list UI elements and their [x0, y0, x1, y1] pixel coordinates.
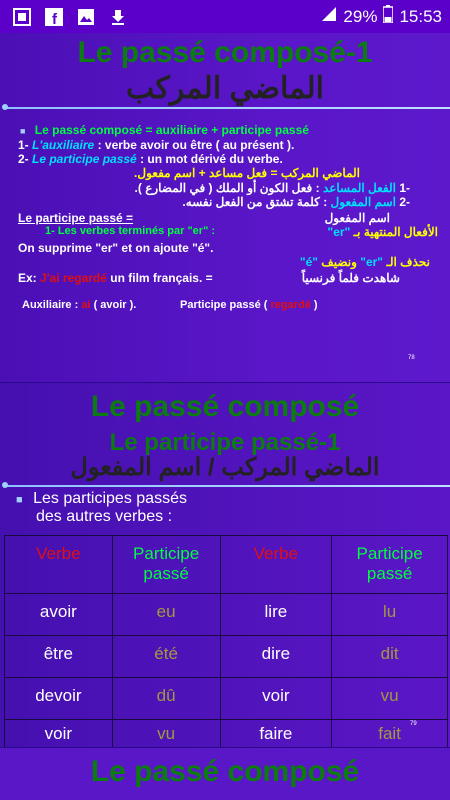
line-participe: 2- Le participe passé : un mot dérivé du verbe.	[18, 152, 283, 166]
header-participe-2: Participe passé	[332, 536, 448, 594]
pp-arabic: اسم المفعول	[324, 211, 390, 225]
participle-cell: dû	[112, 678, 220, 720]
battery-percent: 29%	[343, 6, 378, 26]
clock: 15:53	[399, 6, 442, 26]
verb-cell: dire	[220, 636, 332, 678]
verb-cell: lire	[220, 594, 332, 636]
example-line: Ex: J'ai regardé un film français. =	[18, 271, 213, 285]
slide-title: Le passé composé	[90, 390, 360, 423]
table-row	[5, 594, 448, 636]
slide-78	[0, 33, 450, 382]
page-number: 78	[408, 355, 415, 361]
facebook-icon	[44, 7, 64, 27]
header-verbe-2: Verbe	[220, 536, 332, 594]
rule-french: 1- Les verbes terminés par "er" :	[45, 225, 216, 237]
slide-title: Le passé composé-1	[77, 36, 373, 69]
divider-line	[6, 485, 450, 487]
arabic-line-2: -2 اسم المفعول : كلمة تشتق من الفعل نفسه.	[182, 195, 410, 209]
rule-arabic: الأفعال المنتهية بـ "er"	[327, 225, 438, 239]
participle-cell: vu	[332, 678, 448, 720]
header-verbe: Verbe	[5, 536, 113, 594]
slide-subtitle-arabic: الماضي المركب / اسم المفعول	[70, 454, 380, 481]
verb-cell: faire	[220, 720, 332, 748]
battery-icon	[383, 5, 393, 28]
participle-line: Participe passé ( regardé )	[180, 299, 318, 311]
divider-dot	[2, 104, 8, 110]
participle-cell: été	[112, 636, 220, 678]
line-auxiliaire: 1- L'auxiliaire : verbe avoir ou être ( au présent ).	[18, 138, 295, 152]
bullet-icon: ■	[16, 494, 23, 506]
table-header	[5, 536, 448, 594]
bullet-icon: ■	[20, 126, 26, 136]
arabic-line-1: -1 الفعل المساعد : فعل الكون أو الملك ( في المضارع ).	[134, 181, 410, 195]
participle-cell: eu	[112, 594, 220, 636]
participle-table	[4, 535, 448, 747]
svg-text:f: f	[52, 10, 57, 26]
status-bar	[0, 0, 450, 33]
slide-title: Le passé composé	[90, 755, 360, 788]
suppress-arabic: نحذف الـ "er" ونضيف "é"	[299, 255, 430, 269]
table-row	[5, 720, 448, 748]
slide-79	[0, 383, 450, 747]
auxiliary-line: Auxiliaire : ai ( avoir ).	[22, 299, 137, 311]
participle-cell: fait	[332, 720, 448, 748]
divider-line	[6, 107, 450, 109]
pp-label: Le participe passé =	[18, 211, 134, 225]
bullet-text: ■ Les participes passés des autres verbes :	[16, 490, 187, 525]
download-icon	[108, 7, 128, 27]
arabic-formula: الماضي المركب = فعل مساعد + اسم مفعول.	[134, 166, 360, 180]
example-arabic: شاهدت فلماً فرنسياً	[301, 271, 400, 285]
slide-title-2: Le participe passé-1	[109, 429, 341, 456]
page-number: 79	[410, 721, 417, 727]
verb-cell: voir	[5, 720, 113, 748]
suppress-french: On supprime "er" et on ajoute "é".	[18, 241, 214, 255]
participle-cell: lu	[332, 594, 448, 636]
table-row	[5, 678, 448, 720]
signal-icon	[321, 6, 337, 27]
participle-cell: dit	[332, 636, 448, 678]
bullet-formula: ■ Le passé composé = auxiliaire + participe passé	[20, 123, 309, 137]
app-notification-icon	[12, 7, 32, 27]
header-participe: Participe passé	[112, 536, 220, 594]
verb-cell: devoir	[5, 678, 113, 720]
verb-cell: être	[5, 636, 113, 678]
slide-80-partial	[0, 748, 450, 800]
slide-subtitle-arabic: الماضي المركب	[126, 72, 324, 105]
divider-dot	[2, 482, 8, 488]
image-icon	[76, 7, 96, 27]
participle-cell: vu	[112, 720, 220, 748]
table-row	[5, 636, 448, 678]
verb-cell: voir	[220, 678, 332, 720]
verb-cell: avoir	[5, 594, 113, 636]
